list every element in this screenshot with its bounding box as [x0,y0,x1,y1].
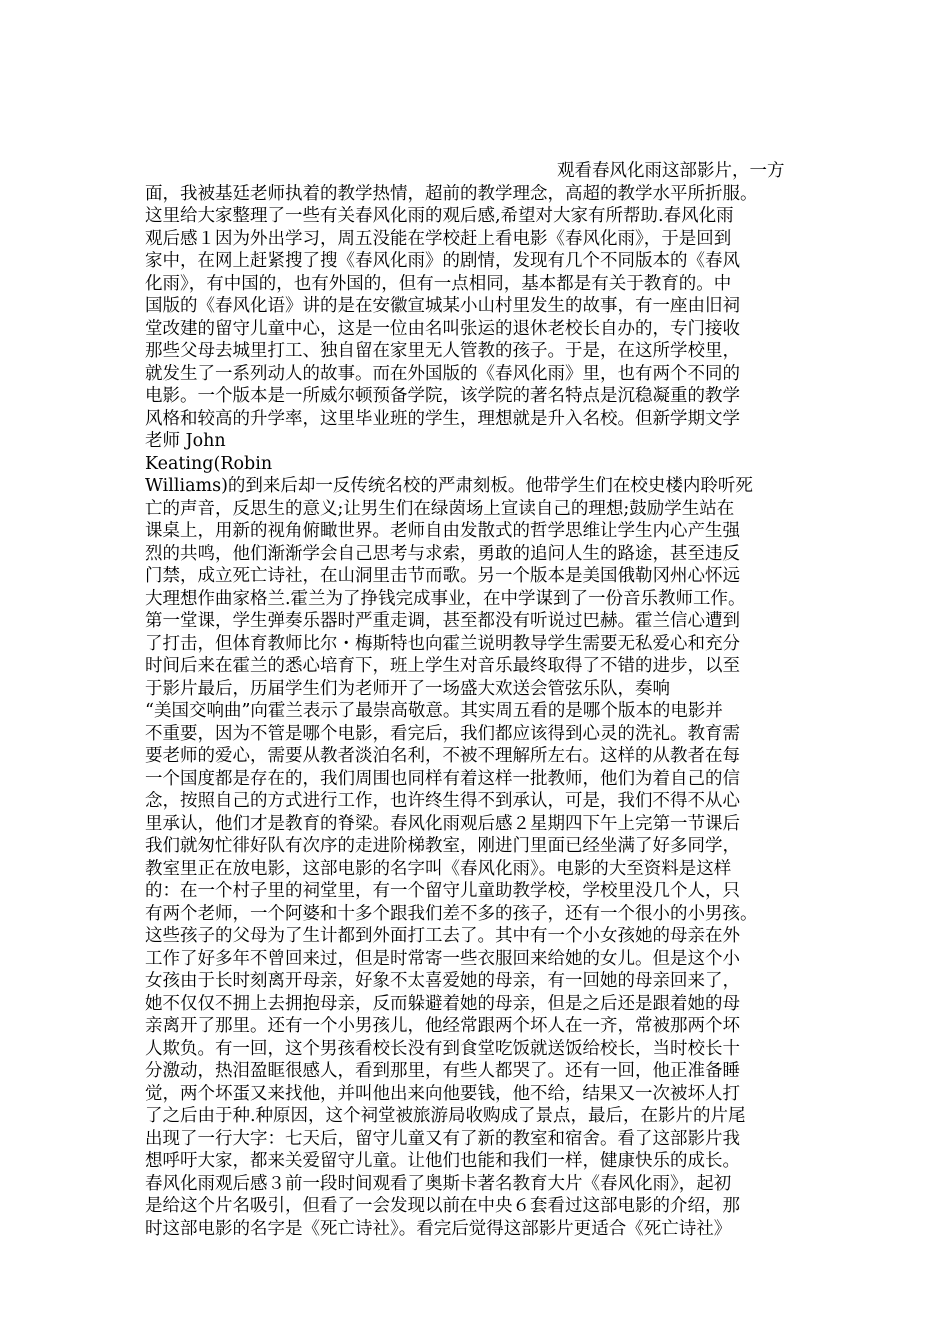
text-line: 人欺负。有一回，这个男孩看校长没有到食堂吃饭就送饭给校长，当时校长十 [145,1038,740,1059]
text-line: 了打击，但体育教师比尔・梅斯特也向霍兰说明教导学生需要无私爱心和充分 [145,633,740,654]
text-line: 念，按照自己的方式进行工作，也许终生得不到承认，可是，我们不得不从心 [145,791,740,811]
text-line: 女孩由于长时刻离开母亲，好象不太喜爱她的母亲，有一回她的母亲回来了， [145,971,740,991]
text-line: 她不仅仅不拥上去拥抱母亲，反而躲避着她的母亲，但是之后还是跟着她的母 [145,993,740,1014]
text-line: 教室里正在放电影，这部电影的名字叫《春风化雨》。电影的大至资料是这样 [145,858,732,879]
text-line: 化雨》，有中国的，也有外国的，但有一点相同，基本都是有关于教育的。中 [145,273,732,294]
text-line: 门禁，成立死亡诗社，在山洞里击节而歌。另一个版本是美国俄勒冈州心怀远 [145,566,740,586]
text-line: 里承认，他们才是教育的脊梁。春风化雨观后感２星期四下午上完第一节课后 [145,813,740,834]
text-line: 有两个老师，一个阿婆和十多个跟我们差不多的孩子，还有一个很小的小男孩。 [145,903,758,924]
text-line: 觉，两个坏蛋又来找他，并叫他出来向他要钱，他不给，结果又一次被坏人打 [145,1083,740,1104]
text-line: 国版的《春风化语》讲的是在安徽宣城某小山村里发生的故事，有一座由旧祠 [145,296,740,316]
text-line: 那些父母去城里打工、独自留在家里无人管教的孩子。于是，在这所学校里， [145,341,740,361]
text-line: 家中，在网上赶紧搜了搜《春风化雨》的剧情，发现有几个不同版本的《春风 [145,251,740,271]
text-line: 分激动，热泪盈眶很感人，看到那里，有些人都哭了。还有一回，他正准备睡 [145,1061,740,1081]
text-line: 电影。一个版本是一所威尔顿预备学院，该学院的著名特点是沉稳凝重的教学 [145,386,740,406]
text-line: 了之后由于种.种原因，这个祠堂被旅游局收购成了景点，最后，在影片的片尾 [145,1106,746,1126]
text-line: Keating(Robin [145,453,273,474]
text-line: 一个国度都是存在的，我们周围也同样有着这样一批教师，他们为着自己的信 [145,768,740,789]
text-line: 大理想作曲家格兰.霍兰为了挣钱完成事业，在中学谋到了一份音乐教师工作。 [145,588,746,609]
text-line: 时间后来在霍兰的悉心培育下，班上学生对音乐最终取得了不错的进步，以至 [145,656,740,676]
text-line: 面，我被基廷老师执着的教学热情，超前的教学理念，高超的教学水平所折服。 [145,183,758,204]
text-line: 观后感１因为外出学习，周五没能在学校赶上看电影《春风化雨》，于是回到 [145,228,732,249]
text-line: 的：在一个村子里的祠堂里，有一个留守儿童助教学校，学校里没几个人，只 [145,881,740,901]
text-line: 课桌上，用新的视角俯瞰世界。老师自由发散式的哲学思维让学生内心产生强 [145,521,740,541]
text-line: 是给这个片名吸引，但看了一会发现以前在中央６套看过这部电影的介绍，那 [145,1196,740,1216]
text-line: Williams)的到来后却一反传统名校的严肃刻板。他带学生们在校史楼内聆听死 [145,476,753,496]
text-line: 想呼吁大家，都来关爱留守儿童。让他们也能和我们一样，健康快乐的成长。 [145,1151,740,1171]
text-line: 亲离开了那里。还有一个小男孩儿，他经常跟两个坏人在一齐，常被那两个坏 [145,1016,740,1036]
text-line: 工作了好多年不曾回来过，但是时常寄一些衣服回来给她的女儿。但是这个小 [145,948,740,969]
text-line: 第一堂课，学生弹奏乐器时严重走调，甚至都没有听说过巴赫。霍兰信心遭到 [145,611,740,631]
text-line: 要老师的爱心，需要从教者淡泊名利，不被不理解所左右。这样的从教者在每 [145,746,740,766]
text-line: 出现了一行大字：七天后，留守儿童又有了新的教室和宿舍。看了这部影片我 [145,1128,740,1149]
text-line: 老师 John [145,431,226,451]
text-line: 观看春风化雨这部影片，一方 [557,161,785,181]
text-line: 烈的共鸣，他们渐渐学会自己思考与求索，勇敢的追问人生的路途，甚至违反 [145,543,740,564]
text-line: 时这部电影的名字是《死亡诗社》。看完后觉得这部影片更适合《死亡诗社》 [145,1218,732,1239]
text-line: 风格和较高的升学率，这里毕业班的学生，理想就是升入名校。但新学期文学 [145,408,740,429]
text-line: 不重要，因为不管是哪个电影，看完后，我们都应该得到心灵的洗礼。教育需 [145,723,740,744]
text-line: 就发生了一系列动人的故事。而在外国版的《春风化雨》里，也有两个不同的 [145,363,740,384]
text-line: 我们就匆忙徘好队有次序的走进阶梯教室，刚进门里面已经坐满了好多同学， [145,836,740,856]
text-line: 亡的声音，反思生的意义;让男生们在绿茵场上宣读自己的理想;鼓励学生站在 [145,498,735,519]
text-line: 这里给大家整理了一些有关春风化雨的观后感,希望对大家有所帮助.春风化雨 [145,206,734,226]
text-line: “美国交响曲”向霍兰表示了最崇高敬意。其实周五看的是哪个版本的电影并 [145,701,723,721]
text-line: 这些孩子的父母为了生计都到外面打工去了。其中有一个小女孩她的母亲在外 [145,926,740,946]
document-body [145,160,805,1240]
text-line: 堂改建的留守儿童中心，这是一位由名叫张运的退休老校长自办的，专门接收 [145,318,740,339]
text-line: 春风化雨观后感３前一段时间观看了奥斯卡著名教育大片《春风化雨》，起初 [145,1173,732,1194]
text-line: 于影片最后，历届学生们为老师开了一场盛大欢送会管弦乐队，奏响 [145,678,670,699]
